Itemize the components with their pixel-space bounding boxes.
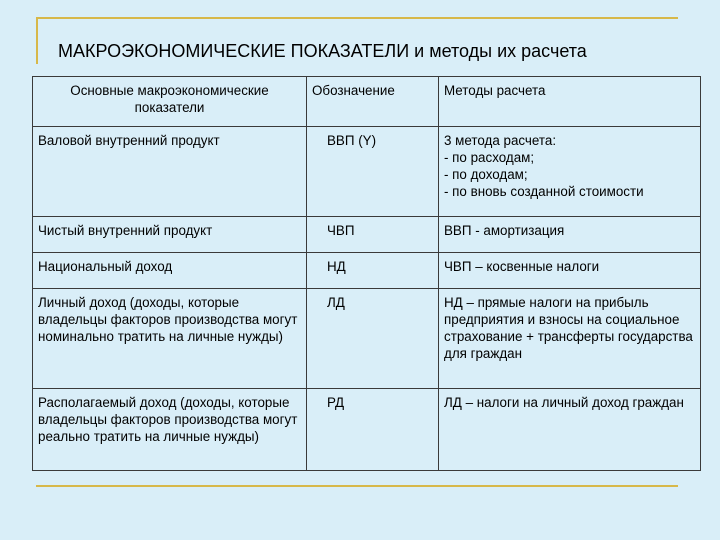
symbol-cell: РД: [307, 389, 439, 471]
bottom-rule: [36, 485, 678, 487]
header-indicator: Основные макроэкономические показатели: [33, 77, 307, 127]
symbol-cell: ЛД: [307, 289, 439, 389]
indicator-cell: Личный доход (доходы, которые владельцы факторов производства могут номинально тратить на личные нужды): [33, 289, 307, 389]
indicators-table: [32, 76, 701, 471]
indicator-cell: Валовой внутренний продукт: [33, 127, 307, 217]
indicator-cell: Национальный доход: [33, 253, 307, 289]
symbol-cell: ВВП (Y): [307, 127, 439, 217]
symbol-cell: ЧВП: [307, 217, 439, 253]
indicator-cell: Располагаемый доход (доходы, которые владельцы факторов производства могут реально тратить на личные нужды): [33, 389, 307, 471]
indicator-cell: Чистый внутренний продукт: [33, 217, 307, 253]
table-header-row: [33, 77, 701, 127]
header-symbol: Обозначение: [307, 77, 439, 127]
slide-title: МАКРОЭКОНОМИЧЕСКИЕ ПОКАЗАТЕЛИ и методы их расчета: [58, 41, 587, 61]
method-cell: ВВП - амортизация: [439, 217, 701, 253]
symbol-cell: НД: [307, 253, 439, 289]
header-method: Методы расчета: [439, 77, 701, 127]
table-row: [33, 389, 701, 471]
table-row: [33, 289, 701, 389]
method-cell: НД – прямые налоги на прибыль предприятия и взносы на социальное страхование + трансферты государства для граждан: [439, 289, 701, 389]
table-row: [33, 217, 701, 253]
table-row: [33, 127, 701, 217]
method-cell: 3 метода расчета: - по расходам; - по доходам; - по вновь созданной стоимости: [439, 127, 701, 217]
method-cell: ЧВП – косвенные налоги: [439, 253, 701, 289]
method-cell: ЛД – налоги на личный доход граждан: [439, 389, 701, 471]
table-row: [33, 253, 701, 289]
top-rule: [36, 17, 678, 19]
left-rule: [36, 17, 38, 64]
